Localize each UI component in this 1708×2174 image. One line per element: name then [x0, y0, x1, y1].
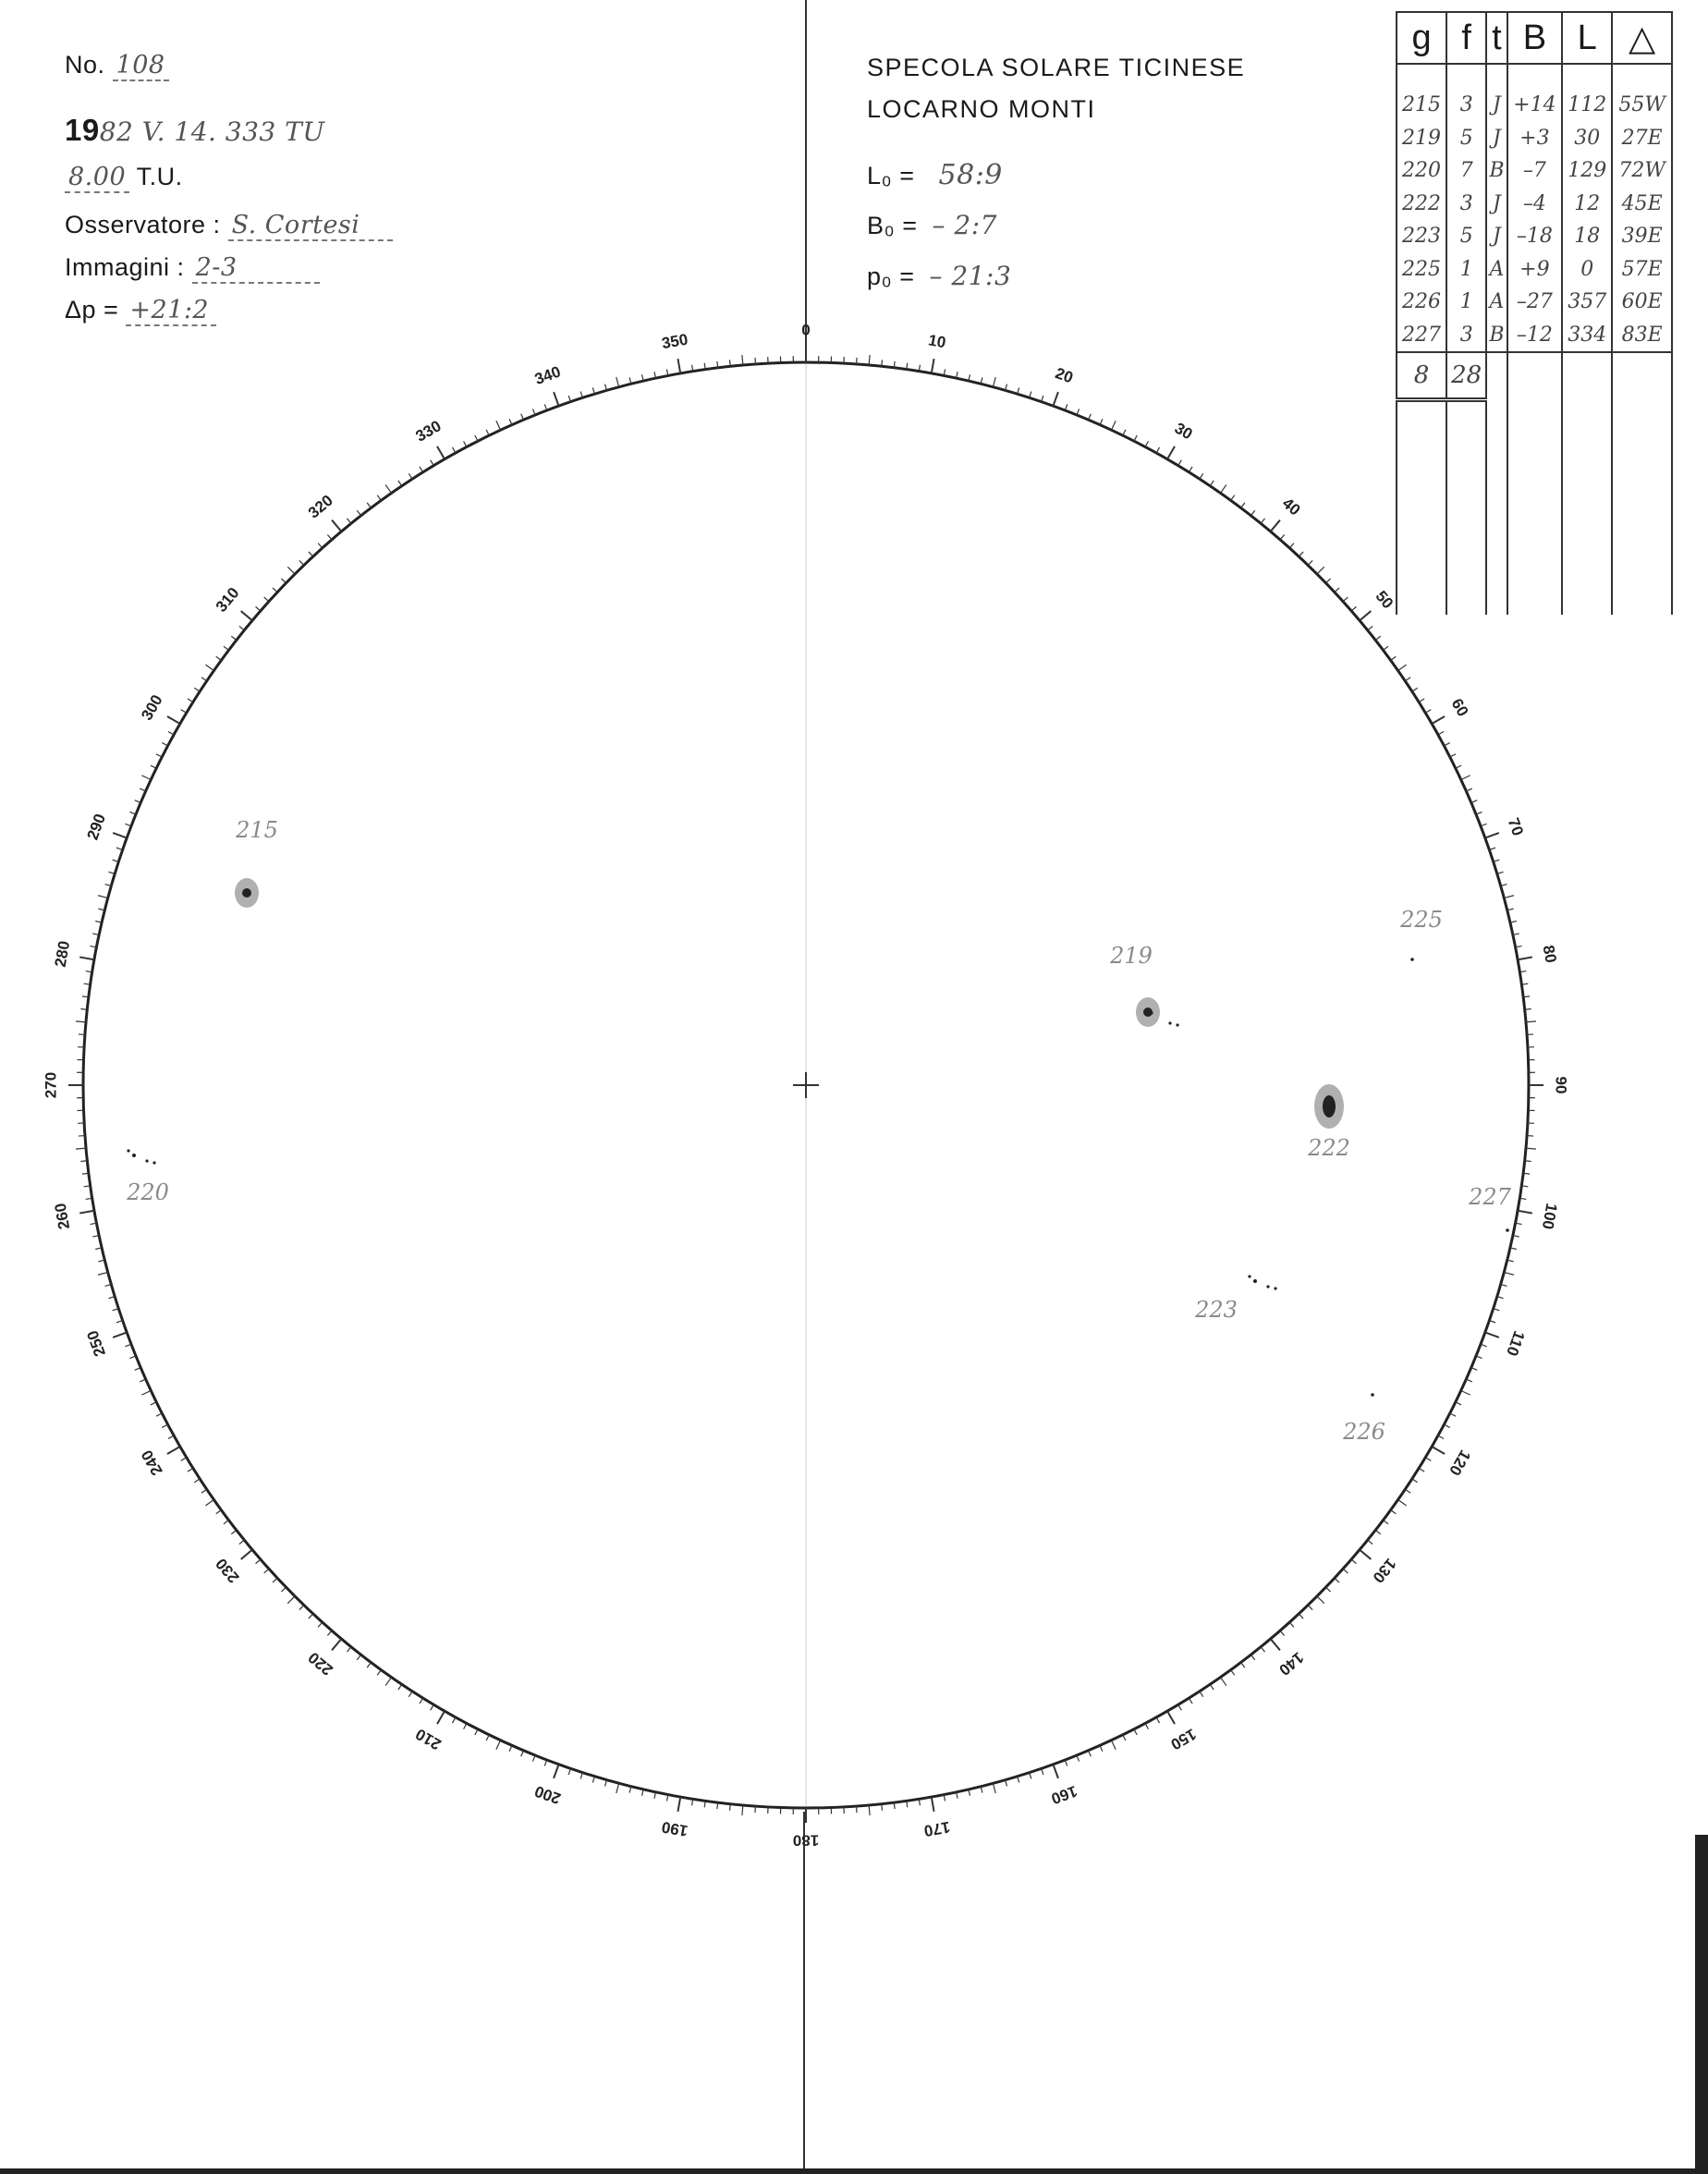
- group-label: 223: [1195, 1297, 1238, 1323]
- scale-label-10: 10: [926, 331, 947, 352]
- small-spot: [127, 1149, 129, 1152]
- umbra: [1506, 1228, 1509, 1232]
- scale-label-310: 310: [212, 583, 243, 616]
- table-cell: 226: [1397, 286, 1446, 319]
- scale-label-50: 50: [1372, 587, 1397, 613]
- scale-label-140: 140: [1275, 1648, 1308, 1679]
- scale-label-70: 70: [1504, 815, 1527, 838]
- small-spot: [1168, 1021, 1171, 1024]
- table-cell: 18: [1562, 220, 1612, 253]
- table-cell: 3: [1446, 188, 1486, 221]
- small-spot: [152, 1161, 155, 1164]
- group-label: 220: [127, 1179, 169, 1205]
- param-L0-value: 58:9: [938, 159, 1003, 191]
- table-cell: 7: [1446, 154, 1486, 188]
- small-spot: [1176, 1023, 1178, 1026]
- total-groups: 8: [1397, 352, 1446, 400]
- delta-p-value: +21:2: [126, 296, 216, 326]
- observer-value: S. Cortesi: [228, 211, 393, 241]
- table-cell: 112: [1562, 64, 1612, 122]
- scale-label-260: 260: [51, 1202, 74, 1231]
- sunspot-group-226: [1342, 1393, 1385, 1445]
- param-B0-label: B₀ =: [867, 212, 918, 239]
- table-cell: A: [1486, 286, 1507, 319]
- observatory-line2: LOCARNO MONTI: [867, 95, 1096, 123]
- small-spot: [1150, 1011, 1153, 1014]
- umbra: [1253, 1279, 1257, 1283]
- table-cell: 225: [1397, 253, 1446, 287]
- param-L0-label: L₀ =: [867, 162, 915, 189]
- observatory-line1: SPECOLA SOLARE TICINESE: [867, 54, 1246, 81]
- table-cell: 222: [1397, 188, 1446, 221]
- scale-label-60: 60: [1447, 695, 1472, 720]
- scale-label-300: 300: [138, 691, 166, 724]
- scale-label-210: 210: [412, 1725, 445, 1753]
- table-cell: J: [1486, 122, 1507, 155]
- table-cell: 12: [1562, 188, 1612, 221]
- images-label: Immagini :: [65, 253, 185, 281]
- scale-label-240: 240: [138, 1447, 166, 1479]
- group-label: 215: [236, 817, 278, 843]
- table-cell: 223: [1397, 220, 1446, 253]
- param-P0-value: – 21:3: [929, 261, 1012, 291]
- group-label: 226: [1343, 1419, 1385, 1445]
- table-cell: 0: [1562, 253, 1612, 287]
- scan-edge-right: [1695, 1835, 1708, 2174]
- umbra: [1410, 958, 1414, 961]
- date-value: 82 V. 14. 333 TU: [99, 116, 325, 147]
- scale-label-80: 80: [1539, 944, 1560, 965]
- scale-label-340: 340: [531, 362, 564, 389]
- table-cell: –4: [1507, 188, 1563, 221]
- table-cell: 357: [1562, 286, 1612, 319]
- table-cell: 219: [1397, 122, 1446, 155]
- scale-label-330: 330: [412, 417, 445, 446]
- table-cell: –12: [1507, 319, 1563, 353]
- table-cell: B: [1486, 319, 1507, 353]
- scale-label-350: 350: [660, 330, 689, 353]
- table-cell: 3: [1446, 319, 1486, 353]
- sunspot-group-215: [235, 817, 278, 908]
- table-cell: 129: [1562, 154, 1612, 188]
- table-cell: 55W: [1612, 64, 1672, 122]
- param-P0-label: p₀ =: [867, 263, 915, 290]
- table-cell: –7: [1507, 154, 1563, 188]
- col-header-L: L: [1562, 12, 1612, 64]
- sunspot-groups: [126, 817, 1512, 1445]
- scale-label-100: 100: [1538, 1202, 1561, 1231]
- sunspot-group-225: [1399, 907, 1443, 961]
- sheet-number-label: No.: [65, 51, 105, 79]
- table-cell: 30: [1562, 122, 1612, 155]
- table-cell: J: [1486, 188, 1507, 221]
- param-B0-value: – 2:7: [932, 210, 997, 240]
- delta-p-label: Δp =: [65, 296, 119, 324]
- scale-label-130: 130: [1369, 1555, 1400, 1587]
- scale-label-290: 290: [83, 811, 110, 843]
- sunspot-group-220: [126, 1149, 169, 1205]
- table-cell: +9: [1507, 253, 1563, 287]
- scale-label-190: 190: [660, 1817, 689, 1840]
- umbra: [1323, 1095, 1336, 1118]
- table-cell: 72W: [1612, 154, 1672, 188]
- col-header-f: f: [1446, 12, 1486, 64]
- scale-label-180: 180: [792, 1831, 820, 1850]
- time-value: 8.00: [65, 163, 129, 193]
- time-unit: T.U.: [136, 163, 183, 190]
- total-spots: 28: [1446, 352, 1486, 400]
- scale-label-170: 170: [922, 1817, 952, 1840]
- table-cell: 60E: [1612, 286, 1672, 319]
- sunspot-group-227: [1468, 1184, 1512, 1232]
- table-cell: 27E: [1612, 122, 1672, 155]
- scale-label-20: 20: [1053, 364, 1076, 387]
- group-label: 225: [1400, 907, 1443, 933]
- table-cell: J: [1486, 64, 1507, 122]
- table-cell: 5: [1446, 220, 1486, 253]
- group-label: 219: [1110, 943, 1153, 969]
- scale-label-230: 230: [212, 1555, 243, 1587]
- center-cross: [793, 1072, 819, 1098]
- group-label: 222: [1308, 1135, 1350, 1161]
- scale-label-220: 220: [304, 1648, 336, 1679]
- table-cell: 83E: [1612, 319, 1672, 353]
- scale-label-160: 160: [1048, 1781, 1080, 1808]
- table-cell: 220: [1397, 154, 1446, 188]
- table-cell: +14: [1507, 64, 1563, 122]
- umbra: [132, 1154, 136, 1157]
- scale-label-280: 280: [51, 939, 74, 969]
- table-cell: 334: [1562, 319, 1612, 353]
- scan-edge-bottom: [0, 2168, 1708, 2174]
- small-spot: [1266, 1285, 1269, 1288]
- small-spot: [145, 1159, 148, 1162]
- table-cell: 227: [1397, 319, 1446, 353]
- small-spot: [1274, 1287, 1276, 1289]
- col-header-delta: △: [1612, 12, 1672, 64]
- scale-label-200: 200: [531, 1781, 564, 1808]
- scale-label-90: 90: [1552, 1076, 1570, 1094]
- table-cell: 1: [1446, 286, 1486, 319]
- table-cell: J: [1486, 220, 1507, 253]
- table-cell: 3: [1446, 64, 1486, 122]
- col-header-B: B: [1507, 12, 1563, 64]
- table-cell: 45E: [1612, 188, 1672, 221]
- table-cell: B: [1486, 154, 1507, 188]
- umbra: [1371, 1393, 1374, 1397]
- observer-label: Osservatore :: [65, 211, 221, 238]
- scale-label-0: 0: [801, 321, 811, 339]
- table-cell: A: [1486, 253, 1507, 287]
- sunspot-group-223: [1194, 1275, 1277, 1323]
- col-header-t: t: [1486, 12, 1507, 64]
- sheet-number-value: 108: [113, 51, 169, 81]
- col-header-g: g: [1397, 12, 1446, 64]
- scale-label-320: 320: [304, 491, 336, 522]
- scale-label-120: 120: [1446, 1447, 1474, 1479]
- table-cell: –27: [1507, 286, 1563, 319]
- scale-label-30: 30: [1171, 419, 1196, 444]
- year-prefix: 19: [65, 113, 100, 147]
- group-label: 227: [1469, 1184, 1511, 1210]
- table-cell: –18: [1507, 220, 1563, 253]
- scale-label-150: 150: [1167, 1725, 1200, 1753]
- table-cell: 215: [1397, 64, 1446, 122]
- table-cell: 57E: [1612, 253, 1672, 287]
- umbra: [242, 888, 251, 898]
- table-cell: 5: [1446, 122, 1486, 155]
- table-cell: 39E: [1612, 220, 1672, 253]
- scale-label-250: 250: [83, 1327, 110, 1360]
- scale-label-40: 40: [1278, 494, 1304, 519]
- scale-label-270: 270: [42, 1071, 60, 1099]
- sunspot-group-219: [1109, 943, 1179, 1027]
- small-spot: [1248, 1275, 1250, 1277]
- sunspot-group-222: [1307, 1084, 1350, 1161]
- table-cell: 1: [1446, 253, 1486, 287]
- scale-label-110: 110: [1503, 1328, 1529, 1359]
- images-value: 2-3: [192, 253, 320, 284]
- table-cell: +3: [1507, 122, 1563, 155]
